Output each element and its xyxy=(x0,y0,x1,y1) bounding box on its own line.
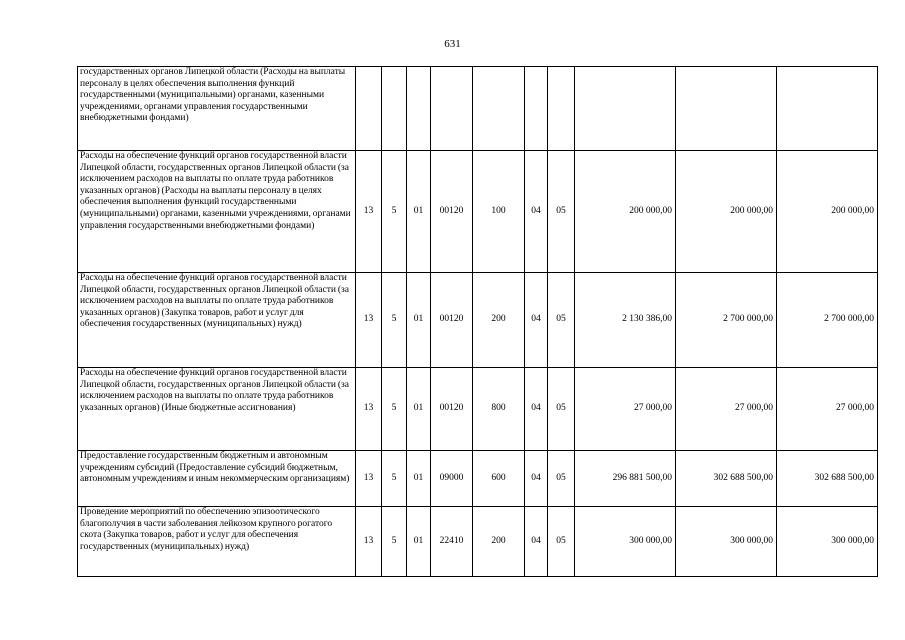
amount-cell: 300 000,00 xyxy=(777,507,878,577)
code-cell: 01 xyxy=(407,273,431,368)
code-cell: 600 xyxy=(473,451,525,507)
code-cell: 13 xyxy=(356,451,382,507)
row-description: государственных органов Липецкой области (Расходы на выплаты персоналу в целях обеспечения выполнения функций государственными (муниципальными) органами, казенными учреждениями, органами управления государственными внебюджетными фондами) xyxy=(78,67,356,151)
amount-cell: 27 000,00 xyxy=(676,368,777,451)
row-description: Расходы на обеспечение функций органов государственной власти Липецкой области, государственных органов Липецкой области (за исключением расходов на выплаты по оплате труда работников указанных органов) (Расходы на выплаты персоналу в целях обеспечения выполнения функций государственными (муниципальными) органами, казенными учреждениями, органами управления государственными внебюджетными фондами) xyxy=(78,151,356,273)
code-cell xyxy=(382,67,407,151)
code-cell: 100 xyxy=(473,151,525,273)
code-cell xyxy=(407,67,431,151)
code-cell: 05 xyxy=(548,451,575,507)
amount-cell: 300 000,00 xyxy=(676,507,777,577)
amount-cell: 2 130 386,00 xyxy=(575,273,676,368)
code-cell: 13 xyxy=(356,368,382,451)
table-row xyxy=(78,507,878,577)
code-cell: 04 xyxy=(525,273,548,368)
code-cell: 01 xyxy=(407,151,431,273)
amount-cell xyxy=(575,67,676,151)
code-cell: 5 xyxy=(382,507,407,577)
code-cell: 5 xyxy=(382,273,407,368)
page-number: 631 xyxy=(444,38,461,50)
code-cell: 22410 xyxy=(431,507,473,577)
amount-cell: 300 000,00 xyxy=(575,507,676,577)
amount-cell: 2 700 000,00 xyxy=(777,273,878,368)
code-cell: 04 xyxy=(525,151,548,273)
table-row xyxy=(78,368,878,451)
amount-cell xyxy=(676,67,777,151)
code-cell: 00120 xyxy=(431,151,473,273)
code-cell: 01 xyxy=(407,507,431,577)
table-row xyxy=(78,151,878,273)
code-cell: 5 xyxy=(382,451,407,507)
amount-cell: 200 000,00 xyxy=(676,151,777,273)
amount-cell: 302 688 500,00 xyxy=(777,451,878,507)
code-cell: 05 xyxy=(548,507,575,577)
amount-cell: 27 000,00 xyxy=(575,368,676,451)
row-description: Предоставление государственным бюджетным и автономным учреждениям субсидий (Предоставление субсидий бюджетным, автономным учреждениям и иным некоммерческим организациям) xyxy=(78,451,356,507)
amount-cell: 200 000,00 xyxy=(777,151,878,273)
code-cell: 01 xyxy=(407,451,431,507)
row-description: Расходы на обеспечение функций органов государственной власти Липецкой области, государственных органов Липецкой области (за исключением расходов на выплаты по оплате труда работников указанных органов) (Иные бюджетные ассигнования) xyxy=(78,368,356,451)
code-cell xyxy=(473,67,525,151)
code-cell: 5 xyxy=(382,368,407,451)
code-cell xyxy=(431,67,473,151)
code-cell: 5 xyxy=(382,151,407,273)
code-cell xyxy=(548,67,575,151)
code-cell: 13 xyxy=(356,507,382,577)
amount-cell: 200 000,00 xyxy=(575,151,676,273)
amount-cell: 27 000,00 xyxy=(777,368,878,451)
code-cell: 04 xyxy=(525,451,548,507)
table-row xyxy=(78,67,878,151)
table-row xyxy=(78,451,878,507)
code-cell: 05 xyxy=(548,368,575,451)
code-cell: 200 xyxy=(473,273,525,368)
amount-cell: 296 881 500,00 xyxy=(575,451,676,507)
code-cell: 05 xyxy=(548,273,575,368)
code-cell: 01 xyxy=(407,368,431,451)
amount-cell xyxy=(777,67,878,151)
row-description: Расходы на обеспечение функций органов государственной власти Липецкой области, государственных органов Липецкой области (за исключением расходов на выплаты по оплате труда работников указанных органов) (Закупка товаров, работ и услуг для обеспечения государственных (муниципальных) нужд) xyxy=(78,273,356,368)
table-row xyxy=(78,273,878,368)
code-cell: 200 xyxy=(473,507,525,577)
code-cell: 13 xyxy=(356,151,382,273)
code-cell: 09000 xyxy=(431,451,473,507)
code-cell xyxy=(525,67,548,151)
code-cell: 00120 xyxy=(431,273,473,368)
amount-cell: 2 700 000,00 xyxy=(676,273,777,368)
code-cell: 04 xyxy=(525,507,548,577)
row-description: Проведение мероприятий по обеспечению эпизоотического благополучия в части заболевания лейкозом крупного рогатого скота (Закупка товаров, работ и услуг для обеспечения государственных (муниципальных) нужд) xyxy=(78,507,356,577)
budget-table xyxy=(77,66,878,577)
code-cell xyxy=(356,67,382,151)
code-cell: 04 xyxy=(525,368,548,451)
code-cell: 800 xyxy=(473,368,525,451)
code-cell: 13 xyxy=(356,273,382,368)
code-cell: 05 xyxy=(548,151,575,273)
code-cell: 00120 xyxy=(431,368,473,451)
amount-cell: 302 688 500,00 xyxy=(676,451,777,507)
